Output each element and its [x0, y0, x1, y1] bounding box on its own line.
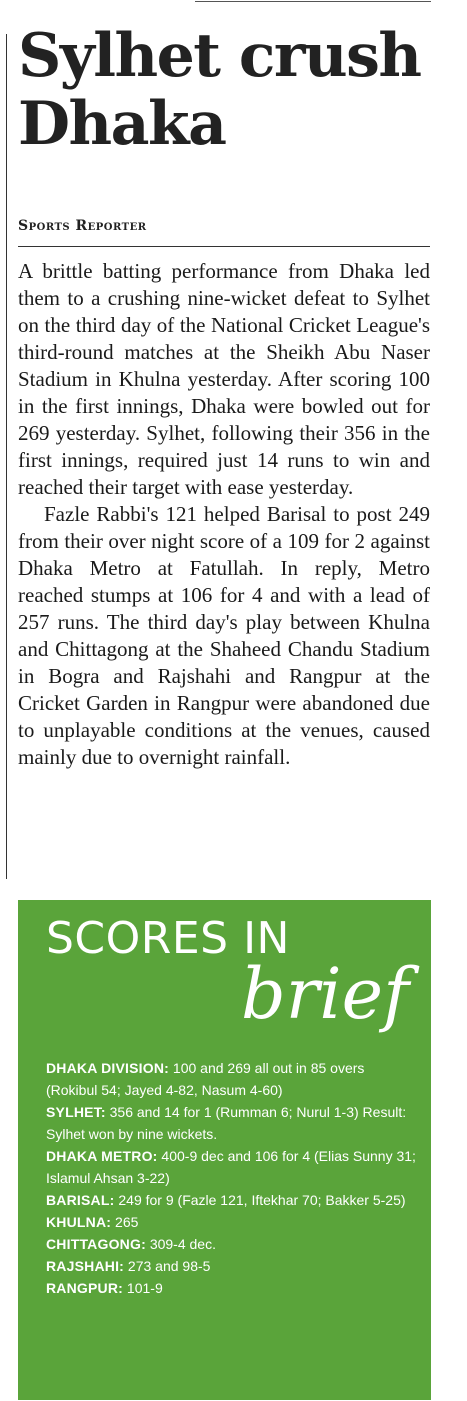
scores-in-brief-box: [18, 900, 431, 1400]
score-text: 400-9 dec and 106 for 4 (Elias Sunny 31; Islamul Ahsan 3-22): [46, 1148, 416, 1186]
score-entry: [46, 1277, 416, 1299]
team-name: DHAKA METRO:: [46, 1148, 158, 1164]
score-list: [46, 1057, 416, 1299]
byline: Sports Reporter: [18, 218, 147, 234]
byline-rule: [18, 246, 430, 247]
column-rule: [6, 34, 7, 879]
score-entry: [46, 1189, 416, 1211]
article-body: [18, 258, 430, 771]
team-name: CHITTAGONG:: [46, 1236, 146, 1252]
score-text: 356 and 14 for 1 (Rumman 6; Nurul 1-3) Result: Sylhet won by nine wickets.: [46, 1104, 407, 1142]
score-entry: [46, 1255, 416, 1277]
team-name: KHULNA:: [46, 1214, 112, 1230]
score-text: 100 and 269 all out in 85 overs (Rokibul 54; Jayed 4-82, Nasum 4-60): [46, 1060, 365, 1098]
paragraph: A brittle batting performance from Dhaka led them to a crushing nine-wicket defeat to Sylhet on the third day of the National Cricket League's third-round matches at the Sheikh Abu Naser Stadium in Khulna yesterday. After scoring 100 in the first innings, Dhaka were bowled out for 269 yesterday. Sylhet, following their 356 in the first innings, required just 14 runs to win and reached their target with ease yesterday.: [18, 259, 430, 499]
score-text: 273 and 98-5: [124, 1258, 211, 1274]
box-subtitle: brief: [241, 953, 409, 1035]
paragraph: Fazle Rabbi's 121 helped Barisal to post 249 from their over night score of a 109 for 2 against Dhaka Metro at Fatullah. In reply, Metro reached stumps at 106 for 4 and with a lead of 257 runs. The third day's play between Khulna and Chittagong at the Shaheed Chandu Stadium in Bogra and Rajshahi and Rangpur at the Cricket Garden in Rangpur were abandoned due to unplayable conditions at the venues, caused mainly due to overnight rainfall.: [18, 502, 430, 769]
score-text: 309-4 dec.: [145, 1236, 216, 1252]
top-rule: [195, 1, 431, 2]
headline: Sylhet crush Dhaka: [18, 21, 421, 159]
team-name: SYLHET:: [46, 1104, 106, 1120]
score-entry: [46, 1233, 416, 1255]
team-name: BARISAL:: [46, 1192, 115, 1208]
score-entry: [46, 1145, 416, 1189]
box-title: SCORES IN: [46, 913, 290, 964]
score-entry: [46, 1101, 416, 1145]
team-name: DHAKA DIVISION:: [46, 1060, 170, 1076]
score-entry: [46, 1211, 416, 1233]
score-text: 265: [111, 1214, 139, 1230]
score-entry: [46, 1057, 416, 1101]
team-name: RANGPUR:: [46, 1280, 124, 1296]
score-text: 249 for 9 (Fazle 121, Iftekhar 70; Bakker 5-25): [114, 1192, 406, 1208]
score-text: 101-9: [123, 1280, 163, 1296]
team-name: RAJSHAHI:: [46, 1258, 125, 1274]
